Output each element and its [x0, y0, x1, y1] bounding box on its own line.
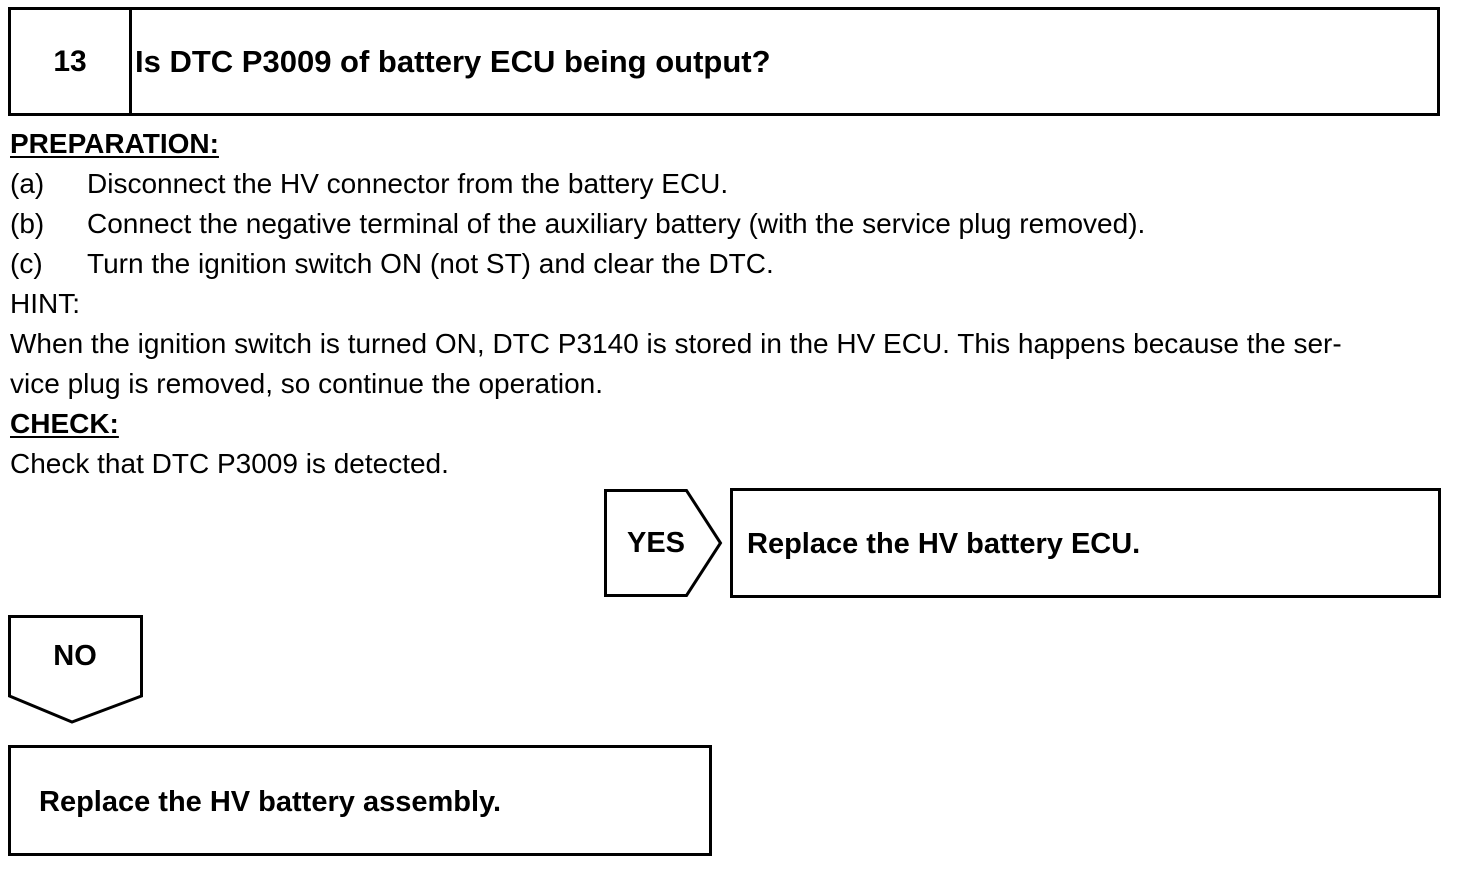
- step-question: Is DTC P3009 of battery ECU being output?: [135, 44, 771, 79]
- hint-line-1: When the ignition switch is turned ON, DTC P3140 is stored in the HV ECU. This happens because the ser-: [10, 328, 1342, 359]
- preparation-item-a-text: Disconnect the HV connector from the battery ECU.: [87, 168, 729, 199]
- preparation-item-c-marker: (c): [10, 248, 43, 279]
- yes-result-box: [730, 488, 1441, 598]
- no-label: NO: [53, 640, 97, 672]
- preparation-heading: PREPARATION:: [10, 128, 219, 159]
- no-result-text: Replace the HV battery assembly.: [39, 786, 502, 818]
- preparation-item-b-marker: (b): [10, 208, 45, 239]
- no-result-box: [8, 745, 712, 856]
- hint-label: HINT:: [10, 288, 80, 319]
- preparation-item-a-marker: (a): [10, 168, 45, 199]
- preparation-item-b-text: Connect the negative terminal of the auxiliary battery (with the service plug removed).: [87, 208, 1146, 239]
- yes-result-text: Replace the HV battery ECU.: [747, 528, 1141, 560]
- preparation-item-c-text: Turn the ignition switch ON (not ST) and clear the DTC.: [87, 248, 774, 279]
- step-number: 13: [53, 45, 87, 78]
- check-text: Check that DTC P3009 is detected.: [10, 448, 449, 479]
- check-heading: CHECK:: [10, 408, 119, 439]
- yes-label: YES: [626, 527, 686, 559]
- hint-line-2: vice plug is removed, so continue the operation.: [10, 368, 604, 399]
